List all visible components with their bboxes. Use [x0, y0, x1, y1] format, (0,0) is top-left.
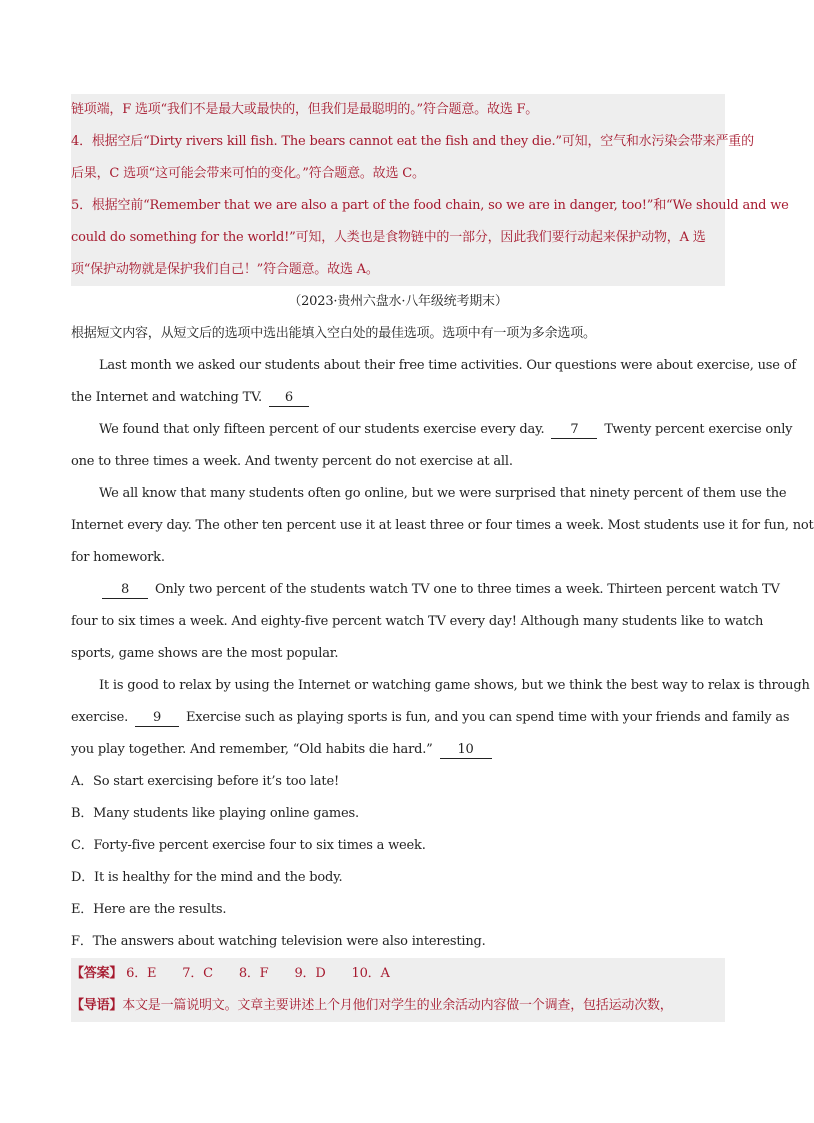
passage-text: exercise. [71, 710, 129, 725]
analysis-line: 5．根据空前“Remember that we are also a part of the food chain, so we are in danger, too!”和“We should and we [71, 198, 789, 213]
passage-line [71, 382, 725, 414]
passage-line: four to six times a week. And eighty-five percent watch TV every day! Although many students like to watch [71, 614, 764, 629]
passage-line: It is good to relax by using the Internet or watching game shows, but we think the best way to relax is through [99, 678, 810, 693]
question-source: （2023·贵州六盘水·八年级统考期末） [288, 294, 508, 309]
analysis-line: could do something for the world!”可知，人类也是食物链中的一部分，因此我们要行动起来保护动物，A 选 [71, 230, 706, 245]
answer-line [71, 958, 725, 990]
passage-text: Exercise such as playing sports is fun, and you can spend time with your friends and family as [185, 710, 790, 725]
guide-line [71, 990, 725, 1022]
option-item: D．It is healthy for the mind and the body. [71, 870, 343, 885]
passage-text: Twenty percent exercise only [604, 422, 793, 437]
option-item: B．Many students like playing online games. [71, 806, 359, 821]
passage-text: Only two percent of the students watch TV one to three times a week. Thirteen percent watch TV [154, 582, 780, 597]
passage-text: you play together. And remember, “Old habits die hard.” [71, 742, 433, 757]
answer-label: 【答案】 [71, 966, 123, 981]
blank-10: 10 [440, 742, 492, 759]
document-page [71, 94, 814, 1022]
analysis-line: 后果，C 选项“这可能会带来可怕的变化。”符合题意。故选 C。 [71, 166, 425, 181]
passage-text: the Internet and watching TV. [71, 390, 262, 405]
passage-line [71, 734, 725, 766]
passage-line: for homework. [71, 550, 165, 565]
option-item: A．So start exercising before it’s too late! [71, 774, 339, 789]
answer-item: 7．C [182, 966, 213, 981]
passage-line: Last month we asked our students about their free time activities. Our questions were about exercise, use of [99, 358, 796, 373]
answer-item: 9．D [294, 966, 326, 981]
passage-line [71, 574, 780, 606]
guide-text: 本文是一篇说明文。文章主要讲述上个月他们对学生的业余活动内容做一个调查，包括运动次数， [122, 998, 673, 1013]
blank-9: 9 [135, 710, 179, 727]
blank-6: 6 [269, 390, 309, 407]
analysis-line: 链项端，F 选项“我们不是最大或最快的，但我们是最聪明的。”符合题意。故选 F。 [71, 102, 539, 117]
option-item: C．Forty-five percent exercise four to six times a week. [71, 838, 426, 853]
passage-line: We all know that many students often go online, but we were surprised that ninety percent of them use the [99, 486, 787, 501]
analysis-block [71, 94, 789, 286]
answer-block [71, 958, 725, 1022]
blank-7: 7 [551, 422, 597, 439]
passage-line: one to three times a week. And twenty percent do not exercise at all. [71, 454, 513, 469]
passage-line: sports, game shows are the most popular. [71, 646, 339, 661]
analysis-line: 项“保护动物就是保护我们自己！”符合题意。故选 A。 [71, 262, 379, 277]
passage-line [71, 414, 793, 446]
option-item: E．Here are the results. [71, 902, 227, 917]
passage-line [71, 702, 790, 734]
answer-item: 10．A [351, 966, 390, 981]
passage-text: We found that only fifteen percent of our students exercise every day. [99, 422, 545, 437]
question-instruction: 根据短文内容，从短文后的选项中选出能填入空白处的最佳选项。选项中有一项为多余选项。 [71, 326, 596, 341]
blank-8: 8 [102, 582, 148, 599]
answer-item: 6．E [126, 966, 157, 981]
answer-item: 8．F [238, 966, 269, 981]
analysis-line: 4．根据空后“Dirty rivers kill fish. The bears cannot eat the fish and they die.”可知，空气和水污染会带来严重的 [71, 134, 754, 149]
guide-label: 【导语】 [71, 998, 123, 1013]
passage-line: Internet every day. The other ten percent use it at least three or four times a week. Most students use it for fun, not [71, 518, 814, 533]
option-item: F．The answers about watching television were also interesting. [71, 934, 486, 949]
